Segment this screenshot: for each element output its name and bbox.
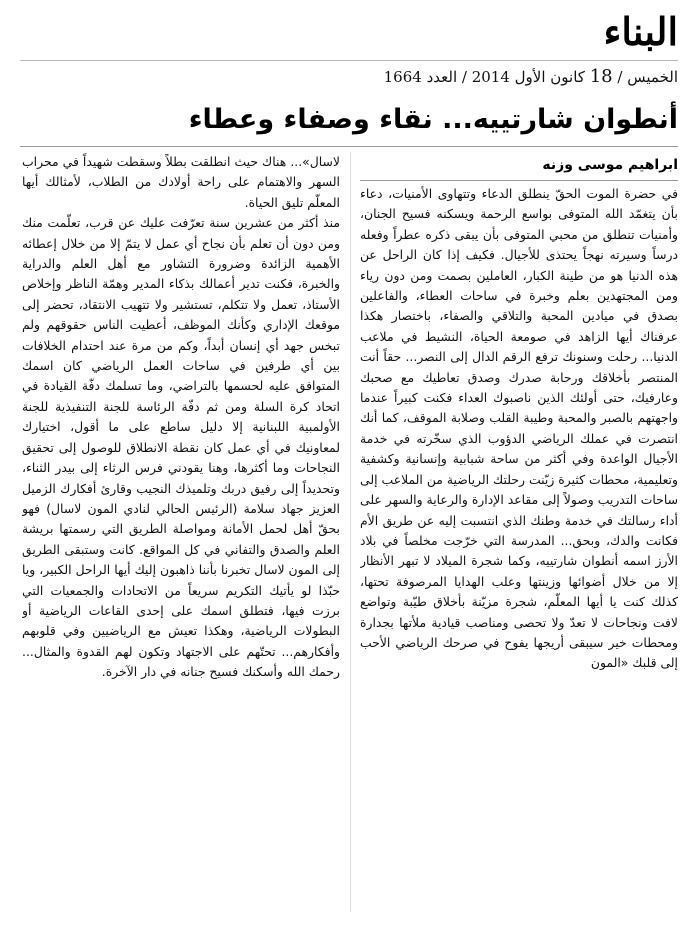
paragraph: لاسال»... هناك حيث انطلقت بطلاً وسقطت شهيداً في محراب السهر والاهتمام على راحة أولادك من الطلاب، لأمثالك أيها المعلّم تليق الحياة. [22, 154, 340, 210]
dateline-day: الخميس / [617, 68, 678, 86]
dateline [384, 66, 678, 88]
paragraph: منذ أكثر من عشرين سنة تعرّفت عليك عن قرب، تعلّمت منك ومن دون أن تعلم بأن نجاح أي عمل لا يتمّ إلا من خلال إعطائه الأهمية الزائدة وضرورة التشاور مع أهل العلم والدراية والخبرة، فكنت تدير أعمالك بذكاء المدير وهمّة الناظر وإخلاص الأستاذ، تعمل ولا تتكلم، تستشير ولا تتهيب الانتقاد، تحضر إلى موقعك الإداري وكأنك الموظف، أعطيت الناس حقوقهم ولم تبخس جهد أي إنسان أبداً، وكم من مرة عند احتدام الخلافات بين أي طرفين في ساحات العمل الرياضي كان اسمك المتوافق عليه لحسمها بالتراضي، وما تسلمك دفّة القيادة في اتحاد كرة السلة ومن ثم دفّة الرئاسة للجنة التنفيذية للجنة الأولمبية اللبنانية إلا دليل ساطع على ما أقول، اختيارك لمعاونيك في أي عمل كان نقطة الانطلاق للوصول إلى تحقيق النجاحات وما أكثرها، وهنا يقودني فرس الرثاء إلى بيدر الثناء، وتحديداً إلى رفيق دربك وتلميذك النجيب وقارئ أفكارك الزميل العزيز جهاد سلامة (الرئيس الحالي لنادي المون لاسال) فهو بحقّ أهل لحمل الأمانة ومواصلة الطريق التي رسمتها بريشة العلم والصدق والتفاني في كل المواقع. كانت وستبقى الطريق إلى المون لاسال تخبرنا بأننا ذاهبون إليك أيها الراحل الكبير، ويا حبّذا لو يأتيك التكريم سريعاً من الاتحادات والجمعيات التي برزت فيها، فتطلق اسمك على إحدى القاعات الرياضية أو البطولات الرياضية، وهكذا تعيش مع الرياضيين وفي قلوبهم وأفكارهم... تحتّهم على الاجتهاد وتكون لهم القدوة والمثال... رحمك الله وأسكنك فسيح جنانه في دار الآخرة. [22, 215, 340, 680]
author-divider [360, 180, 678, 181]
masthead-divider [20, 60, 678, 61]
column-divider [350, 152, 351, 912]
headline-divider [20, 146, 678, 147]
article-column-left [22, 152, 340, 914]
article-headline: أنطوان شارتييه... نقاء وصفاء وعطاء [188, 104, 678, 135]
paragraph: في حضرة الموت الحقّ ينطلق الدعاء وتتهاوى الأمنيات، دعاء بأن يتغمّد الله المتوفى بواسع الرحمة ويسكنه فسيح الجنان، وأمنيات تنطلق من محبي المتوفى بأن يبقى ذكره عطراً وفعله درساً وسيرته نهجاً يحتذى للأجيال. فكيف إذا كان الراحل عن هذه الدنيا هو من طينة الكبار، العاملين بصمت ومن دون رياء ومن المجتهدين بعلم وخبرة في ساحات العطاء، والفاعلين بصدق في ميادين المحبة والتلاقي والصفاء، باختصار هكذا عرفناك أيها الزاهد في صومعة الحياة، النشيط في ملاعب الدنيا... رحلت وسنونك ترفع الرقم الدال إلى النصر... حقاً أنت المنتصر بأخلاقك ورحابة صدرك وصدق تعاطيك مع صحبك وعارفيك، حتى أولئك الذين ناصبوك العداء فكنت كبيراً عندما واجهتهم بالصبر والمحبة وطيبة القلب وصلابة الموقف، كما أنك انتصرت في عملك الرياضي الدؤوب الذي سخّرته في خدمة الأجيال الواعدة وفي أكثر من ساحة شبابية وإنسانية وكشفية وتعليمية، محطات كثيرة زيّنت رحلتك الرياضية من الملاعب إلى ساحات التدريب وصولاً إلى مقاعد الإدارة والرعاية والسهر على أداء رسالتك في خدمة وطنك الذي انتسبت إليه عن طريق الأم فكانت والدك، وبحق... المدرسة التي خرّجت مخلصاً في بلاد الأرز اسمه أنطوان شارتييه، وكما شجرة الميلاد لا تبهر الأنظار إلا من خلال أضوائها وزينتها وعلب الهدايا المرصوفة تحتها، كذلك كنت يا أيها المعلّم، شجرة مزيّنة بأخلاق طيّبة وتواضع لافت ونجاحات لا تعدّ ولا تحصى ومناصب قيادية ملأتها بجدارة ومحطات خير سيبقى أريجها يفوح في صرحك الرياضي الأحب إلى قلبك «المون [360, 186, 678, 671]
article-column-right [360, 184, 678, 914]
dateline-date-day: 18 [589, 66, 613, 87]
newspaper-logo: البناء [603, 9, 678, 54]
masthead [18, 10, 678, 56]
dateline-date-rest: كانون الأول 2014 / العدد 1664 [383, 68, 585, 86]
article-author: ابراهيم موسى وزنه [542, 157, 678, 173]
